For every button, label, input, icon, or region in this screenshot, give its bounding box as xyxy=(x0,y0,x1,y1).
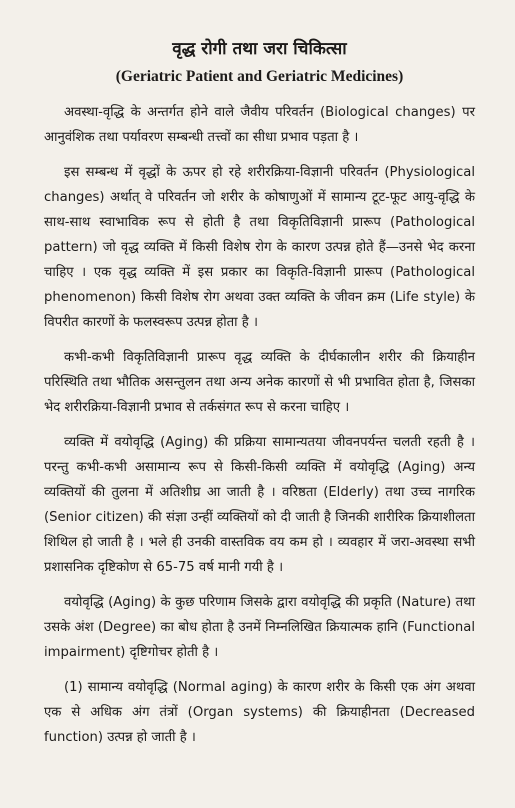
paragraph-3: कभी-कभी विकृतिविज्ञानी प्रारूप वृद्ध व्यक्ति के दीर्घकालीन शरीर की क्रियाहीन परिस्थिति तथा भौतिक असन्तुलन तथा अन्य अनेक कारणों से भी प्रभावित होता है, जिसका भेद शरीरक्रिया-विज्ञानी प्रभाव से तर्कसंगत रूप से करना चाहिए । xyxy=(44,350,475,415)
paragraph-5: वयोवृद्धि (Aging) के कुछ परिणाम जिसके द्वारा वयोवृद्धि की प्रकृति (Nature) तथा उसके अंश (Degree) का बोध होता है उनमें निम्नलिखित क्रियात्मक हानि (Functional impairment) दृष्टिगोचर होती है । xyxy=(44,595,475,660)
hindi-title: वृद्ध रोगी तथा जरा चिकित्सा xyxy=(172,39,347,59)
paragraph-2: इस सम्बन्ध में वृद्धों के ऊपर हो रहे शरीरक्रिया-विज्ञानी परिवर्तन (Physiological changes) अर्थात् वे परिवर्तन जो शरीर के कोषाणुओं में सामान्य टूट-फूट आयु-वृद्धि के साथ-साथ स्वाभाविक रूप से होती है तथा विकृतिविज्ञानी प्रारूप (Pathological pattern) जो वृद्ध व्यक्ति में किसी विशेष रोग के कारण उत्पन्न होते हैं—उनसे भेद करना चाहिए । एक वृद्ध व्यक्ति में इस प्रकार का विकृति-विज्ञानी प्रारूप (Pathological phenomenon) किसी विशेष रोग अथवा उक्त व्यक्ति के जीवन क्रम (Life style) के विपरीत कारणों के फलस्वरूप उत्पन्न होता है । xyxy=(44,165,475,330)
paragraph-1: अवस्था-वृद्धि के अन्तर्गत होने वाले जैवीय परिवर्तन (Biological changes) पर आनुवंशिक तथा पर्यावरण सम्बन्धी तत्त्वों का सीधा प्रभाव पड़ता है । xyxy=(44,105,475,145)
english-title: (Geriatric Patient and Geriatric Medicines) xyxy=(115,68,404,85)
paragraph-6: (1) सामान्य वयोवृद्धि (Normal aging) के कारण शरीर के किसी एक अंग अथवा एक से अधिक अंग तंत्रों (Organ systems) की क्रियाहीनता (Decreased function) उत्पन्न हो जाती है । xyxy=(44,680,476,745)
paragraph-4: व्यक्ति में वयोवृद्धि (Aging) की प्रक्रिया सामान्यतया जीवनपर्यन्त चलती रहती है । परन्तु कभी-कभी असामान्य रूप से किसी-किसी व्यक्ति में वयोवृद्धि (Aging) अन्य व्यक्तियों की तुलना में अतिशीघ्र आ जाती है । वरिष्ठता (Elderly) तथा उच्च नागरिक (Senior citizen) की संज्ञा उन्हीं व्यक्तियों को दी जाती है जिनकी शारीरिक क्रियाशीलता शिथिल हो जाती है । भले ही उनकी वास्तविक वय कम हो । व्यवहार में जरा-अवस्था सभी प्रशासनिक दृष्टिकोण से 65-75 वर्ष मानी गयी है । xyxy=(44,435,475,575)
